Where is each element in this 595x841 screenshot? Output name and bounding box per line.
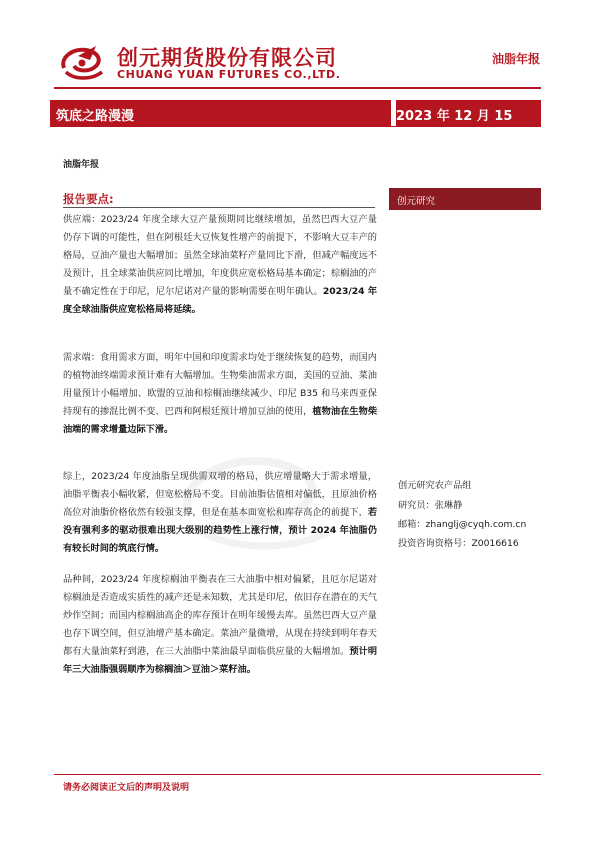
section-divider (63, 207, 375, 208)
paragraph-conclusion: 2023/24 年度全球油脂供应宽松格局将延续。 (63, 285, 378, 315)
contact-team: 创元研究农产品组 (398, 480, 472, 491)
header-divider (54, 87, 541, 89)
date-bar (396, 100, 541, 143)
paragraph-demand (63, 349, 377, 439)
paragraph-text: 供应端：2023/24 年度全球大豆产量预期同比继续增加，虽然巴西大豆产量仍存下调的可能性，但在阿根廷大豆恢复性增产的前提下，不影响大豆丰产的格局，豆油产量也大幅增加；虽然全球油菜籽产量同比下滑，但减产幅度远不及预计，且全球菜油供应同比增加，年度供应宽松格局基本确定；棕榈油的产量不确定性在于印尼，尼尔尼诺对产量的影响需要在明年确认。 (63, 214, 377, 297)
footer-disclaimer: 请务必阅读正文后的声明及说明 (63, 783, 190, 793)
paragraph-text: 需求端：食用需求方面，明年中国和印度需求均处于继续恢复的趋势，而国内的植物油终端需求预计难有大幅增加。生物柴油需求方面，美国的豆油、菜油用量预计小幅增加、欧盟的豆油和棕榈油继续减少、印尼 B35 和马来西亚保持现有的掺混比例不变、巴西和阿根廷预计增加豆油的使用， (63, 352, 377, 417)
section-title: 报告要点: (63, 192, 114, 206)
sidebar-heading-label: 创元研究 (397, 196, 436, 207)
report-date: 2023 年 12 月 15 日 (396, 109, 513, 143)
footer-divider (54, 774, 541, 775)
paragraph-conclusion: 植物油在生物柴油端的需求增量边际下滑。 (63, 405, 378, 435)
company-name-en: CHUANG YUAN FUTURES CO.,LTD. (117, 68, 341, 81)
paragraph-conclusion: 预计明年三大油脂强弱顺序为棕榈油＞豆油＞菜籽油。 (63, 645, 378, 675)
report-title: 筑底之路漫漫 (56, 109, 135, 124)
report-type-label: 油脂年报 (491, 52, 540, 66)
paragraph-supply (63, 211, 377, 318)
contact-license: 投资咨询资格号：Z0016616 (398, 538, 519, 549)
title-bar (50, 100, 391, 126)
paragraph-text: 综上，2023/24 年度油脂呈现供需双增的格局，供应增量略大于需求增量，油脂平衡表小幅收紧，但宽松格局不变。目前油脂估值相对偏低，且原油价格高位对油脂价格依然有较强支撑，但是在基本面宽松和库存高企的前提下， (63, 471, 377, 518)
paragraph-summary (63, 468, 377, 558)
title-divider (50, 126, 541, 127)
contact-analyst: 研究员：张琳静 (398, 500, 463, 511)
company-name-cn: 创元期货股份有限公司 (117, 46, 337, 70)
paragraph-text: 品种间，2023/24 年度棕榈油平衡表在三大油脂中相对偏紧，且厄尔尼诺对棕榈油是否造成实质性的减产还是未知数，尤其是印尼，依旧存在潜在的天气炒作空间；而国内棕榈油高企的库存预计在明年缓慢去库。虽然巴西大豆产量也存下调空间，但豆油增产基本确定。菜油产量微增，从现在持续到明年春天都有大量油菜籽到港，在三大油脂中菜油最早面临供应量的大幅增加。 (63, 574, 377, 657)
report-subtype: 油脂年报 (63, 160, 100, 170)
company-logo (56, 42, 116, 84)
sidebar-heading (389, 188, 541, 210)
paragraph-conclusion: 若没有强利多的驱动很难出现大级别的趋势性上涨行情，预计 2024 年油脂仍有较长时间的筑底行情。 (63, 506, 377, 554)
contact-email[interactable]: 邮箱：zhanglj@cyqh.com.cn (398, 519, 527, 530)
paragraph-varieties (63, 571, 377, 678)
